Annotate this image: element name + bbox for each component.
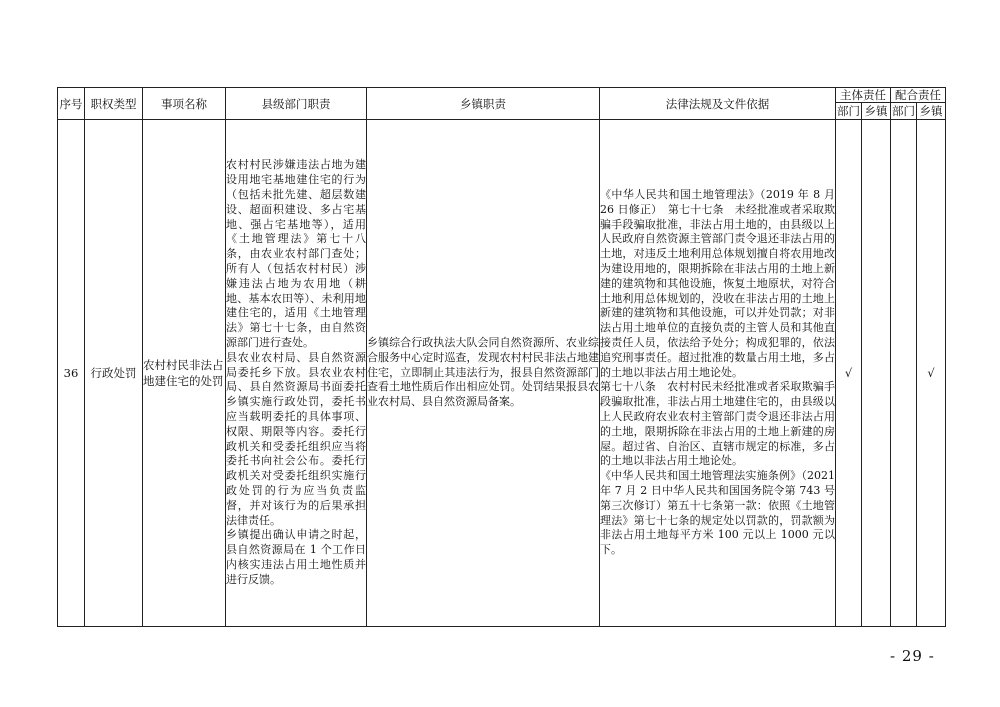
header-power-type: 职权类型 bbox=[85, 88, 143, 120]
check-main-dept: √ bbox=[836, 120, 862, 627]
header-coop-town: 乡镇 bbox=[917, 103, 946, 120]
header-coop-responsibility: 配合责任 bbox=[891, 88, 946, 103]
header-item-name: 事项名称 bbox=[143, 88, 226, 120]
cell-legal-basis bbox=[600, 120, 836, 627]
county-duty-para: 农村村民涉嫌违法占地为建设用地宅基地建住宅的行为（包括未批先建、超层数建设、超面积建设、多占宅基地、强占宅基地等），适用《土地管理法》第七十八条，由农业农村部门查处；所有人（包括农村村民）涉嫌违法占地为农用地（耕地、基本农田等）、未利用地建住宅的，适用《土地管理法》第七十七条，由自然资源部门进行查处。 bbox=[226, 158, 366, 349]
cell-power-type: 行政处罚 bbox=[85, 120, 143, 627]
header-main-dept: 部门 bbox=[837, 104, 860, 118]
duty-table bbox=[57, 87, 946, 627]
header-main-town: 乡镇 bbox=[862, 103, 891, 120]
check-coop-dept bbox=[891, 120, 917, 627]
cell-seq: 36 bbox=[58, 120, 85, 627]
county-duty-para: 乡镇提出确认申请之时起，县自然资源局在 1 个工作日内核实违法占用土地性质并进行反馈。 bbox=[226, 528, 366, 586]
cell-item-name: 农村村民非法占地建住宅的处罚 bbox=[143, 120, 226, 627]
legal-basis-para: 《中华人民共和国土地管理法实施条例》（2021 年 7 月 2 日中华人民共和国国务院令第 743 号第三次修订）第五十七条第一款：依照《土地管理法》第七十七条的规定处以罚款的，罚款额为非法占用土地每平方米 100 元以上 1000 元以下。 bbox=[600, 469, 835, 557]
county-duty-para: 县农业农村局、县自然资源局委托乡下放。县农业农村局、县自然资源局书面委托乡镇实施行政处罚，委托书应当载明委托的具体事项、权限、期限等内容。委托行政机关和受委托组织应当将委托书向社会公布。委托行政机关对受委托组织实施行政处罚的行为应当负责监督，并对该行为的后果承担法律责任。 bbox=[226, 350, 366, 527]
page-number: - 29 - bbox=[890, 647, 935, 665]
header-legal-basis: 法律法规及文件依据 bbox=[600, 88, 836, 120]
table-row bbox=[58, 120, 946, 627]
check-main-town bbox=[862, 120, 891, 627]
header-row-1 bbox=[58, 88, 946, 103]
cell-county-duty bbox=[226, 120, 367, 627]
cell-town-duty: 乡镇综合行政执法大队会同自然资源所、农业综合服务中心定时巡查，发现农村村民非法占地建住宅，立即制止其违法行为，报县自然资源部门查看土地性质后作出相应处罚。处罚结果报县农业农村局、县自然资源局备案。 bbox=[367, 120, 600, 627]
header-county-duty: 县级部门职责 bbox=[226, 88, 367, 120]
header-seq: 序号 bbox=[58, 88, 85, 120]
legal-basis-para: 第七十八条 农村村民未经批准或者采取欺骗手段骗取批准，非法占用土地建住宅的，由县级以上人民政府农业农村主管部门责令退还非法占用的土地，限期拆除在非法占用的土地上新建的房屋。超过省、自治区、直辖市规定的标准，多占的土地以非法占用土地论处。 bbox=[600, 380, 835, 468]
legal-basis-para: 《中华人民共和国土地管理法》（2019 年 8 月 26 日修正） 第七十七条 未经批准或者采取欺骗手段骗取批准，非法占用土地的，由县级以上人民政府自然资源主管部门责令退还非法占用的土地，对违反土地利用总体规划擅自将农用地改为建设用地的，限期拆除在非法占用的土地上新建的建筑物和其他设施，恢复土地原状，对符合土地利用总体规划的，没收在非法占用的土地上新建的建筑物和其他设施，可以并处罚款；对非法占用土地单位的直接负责的主管人员和其他直接责任人员，依法给予处分；构成犯罪的，依法追究刑事责任。超过批准的数量占用土地，多占的土地以非法占用土地论处。 bbox=[600, 188, 835, 379]
header-town-duty: 乡镇职责 bbox=[367, 88, 600, 120]
check-coop-town: √ bbox=[917, 120, 946, 627]
header-main-responsibility: 主体责任 bbox=[836, 88, 891, 103]
header-coop-dept: 部门 bbox=[892, 104, 915, 118]
